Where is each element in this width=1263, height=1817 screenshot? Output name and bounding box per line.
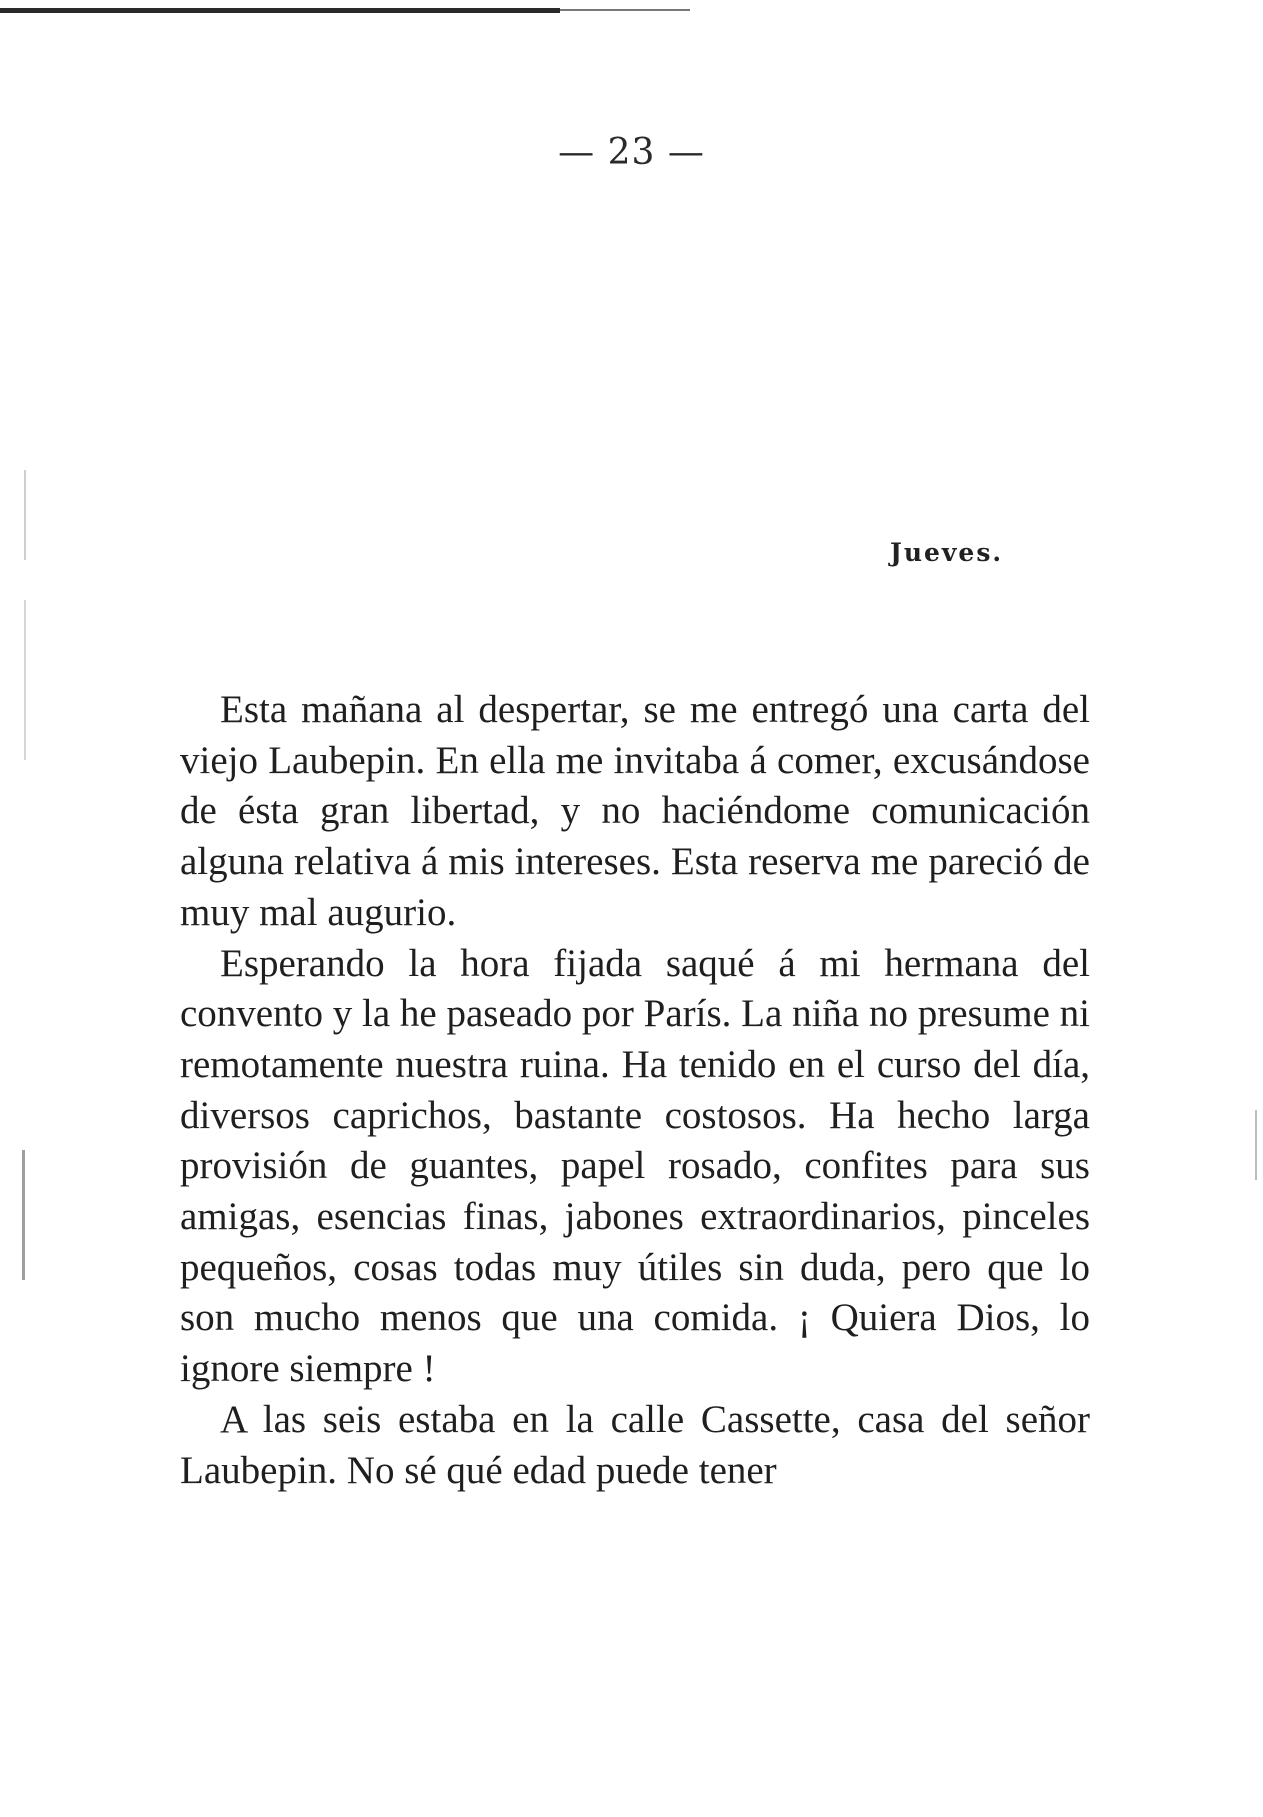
scan-speck [22, 1150, 25, 1280]
top-border-rule [0, 8, 560, 13]
paragraph-1: Esta mañana al despertar, se me entregó una carta del viejo Laubepin. En ella me invitaba á comer, excusándose de ésta gran libertad, y no haciéndome comunicación alguna relativa á mis intereses. Esta reserva me pareció de muy mal augurio. [180, 688, 1090, 934]
scan-speck [24, 600, 26, 760]
top-border-rule-thin [560, 9, 690, 11]
page-number: — 23 — [558, 132, 705, 173]
paragraph-3: A las seis estaba en la calle Cassette, casa del señor Laubepin. No sé qué edad puede tener [180, 1397, 1090, 1492]
body-text [180, 685, 1090, 1496]
section-heading: Jueves. [890, 538, 1004, 567]
scan-speck [24, 470, 26, 560]
scan-speck [1255, 1110, 1257, 1180]
paragraph-2: Esperando la hora fijada saqué á mi hermana del convento y la he paseado por París. La niña no presume ni remotamente nuestra ruina. Ha tenido en el curso del día, diversos caprichos, bastante costosos. Ha hecho larga provisión de guantes, papel rosado, confites para sus amigas, esencias finas, jabones extraordinarios, pinceles pequeños, cosas todas muy útiles sin duda, pero que lo son mucho menos que una comida. ¡ Quiera Dios, lo ignore siempre ! [180, 941, 1090, 1391]
